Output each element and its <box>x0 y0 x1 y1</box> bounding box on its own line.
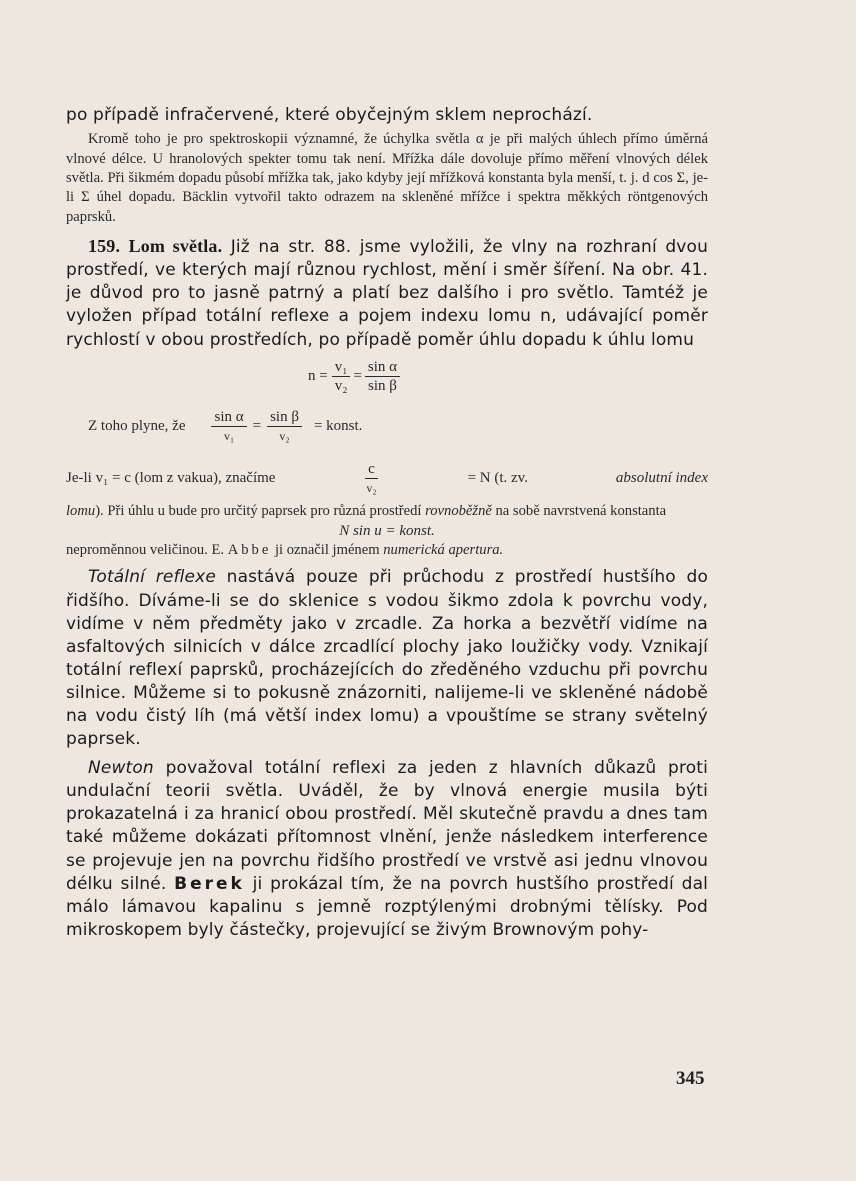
eq3-tail: = N (t. zv. <box>467 469 528 486</box>
eq2-lead: Z toho plyne, že <box>88 417 186 434</box>
eq3-v2: v₂ <box>366 480 377 495</box>
eq3-lead: Je-li v₁ = c (lom z vakua), značíme <box>66 469 276 486</box>
p3-italic-parallel: rovnoběžně <box>425 502 492 519</box>
paragraph-total-reflection <box>66 566 708 751</box>
eq2-fraction-1 <box>211 408 246 445</box>
p3-italic-lomu: lomu <box>66 502 96 519</box>
abbe-term: numerická apertura. <box>383 542 504 558</box>
eq1-equals: = <box>353 367 362 384</box>
eq2-v1: v₁ <box>223 428 235 443</box>
page-number: 345 <box>676 1068 705 1089</box>
paragraph-newton <box>66 757 708 942</box>
abbe-lead: neproměnnou veličinou. E. <box>66 542 225 558</box>
page-content <box>66 104 708 942</box>
eq1-lhs: n = <box>308 367 328 384</box>
paragraph-abbe <box>66 541 708 560</box>
equation-n-sin-u <box>66 523 708 540</box>
section-159 <box>66 235 708 351</box>
equation-absolute-index-line <box>66 460 708 500</box>
p3-text: ). Při úhlu u bude pro určitý paprsek pro různá prostředí <box>95 502 422 519</box>
equation-constant <box>66 406 708 452</box>
eq4-text: N sin u = konst. <box>339 523 435 539</box>
eq1-sin-alpha: sin α <box>365 358 400 377</box>
eq1-sin-beta: sin β <box>368 377 397 394</box>
eq2-equals: = <box>252 417 262 434</box>
eq1-fraction-sine <box>365 358 400 395</box>
paragraph-grating <box>66 130 708 227</box>
paragraph-numerical-aperture <box>66 502 708 521</box>
eq3-tail-italic: absolutní index <box>615 469 708 486</box>
abbe-mid: ji označil jménem <box>275 542 380 558</box>
berek-text: ji prokázal tím, že na povrch hustšího prostředí dal málo lámavou kapalinu s jemně rozptýlenými drobnými tělísky. Pod mikroskopem byly částečky, projevující se živým Brownovým pohy- <box>66 873 709 940</box>
p3-text-end: na sobě navrstvená konstanta <box>495 502 667 519</box>
grating-text: Kromě toho je pro spektroskopii významné, že úchylka světla α je při malých úhlech přímo úměrná vlnové délce. U hranolových spekter tomu tak není. Mřížka dále dovoluje přímo měření vlnových délek světla. Při šikmém dopadu působí mřížka tak, jako kdyby její mřížková konstanta byla menší, t. j. d cos Σ, je-li Σ úhel dopadu. Bäcklin vytvořil takto odrazem na skleněné mřížce i spektra měkkých röntgenových paprsků. <box>66 131 708 225</box>
newton-text: považoval totální reflexi za jeden z hlavních důkazů proti undulační teorii světla. Uváděl, že by vlnová energie musila býti prokazatelná i za hranicí obou prostředí. Měl skutečně pravdu a dnes tam také můžeme dokázati přítomnost vlnění, jenže následkem interference se projevuje jen na povrchu řidšího prostředí ve vrstvě asi jednu vlnovou délku silné. <box>66 758 708 894</box>
berek-name: Berek <box>174 873 245 894</box>
eq2-tail: = konst. <box>313 417 363 434</box>
paragraph-intro <box>66 104 708 127</box>
eq2-fraction-2 <box>267 408 302 445</box>
eq3-c: c <box>365 460 378 479</box>
eq3-fraction <box>363 460 379 497</box>
eq1-numerator: v₁ <box>332 358 351 377</box>
section-title: Lom světla. <box>128 236 223 257</box>
total-reflection-term: Totální reflexe <box>88 567 216 588</box>
total-reflection-text: nastává pouze při průchodu z prostředí hustšího do řidšího. Díváme-li se do sklenice s vodou šikmo zdola k povrchu vody, vidíme v něm předměty jako v zrcadle. Za horka a bezvětří vidíme na asfaltových silnicích v dálce zrcadlící plochy jako loužičky vody. Vznikají totální reflexí paprsků, procházejících do zředěného vzduchu při povrchu silnice. Můžeme si to pokusně znázorniti, nalijeme-li ve skleněné nádobě na vodu čistý líh (má větší index lomu) a vpouštíme se strany světelný paprsek. <box>66 567 709 750</box>
intro-text: po případě infračervené, které obyčejným sklem neprochází. <box>66 105 593 125</box>
eq2-sin-beta: sin β <box>267 408 302 427</box>
eq2-v2: v₂ <box>279 428 290 443</box>
eq1-denominator: v₂ <box>334 377 348 394</box>
eq1-fraction-velocity <box>332 358 351 395</box>
newton-name: Newton <box>88 758 154 779</box>
section-number: 159. <box>88 236 121 257</box>
section-text: Již na str. 88. jsme vyložili, že vlny na rozhraní dvou prostředí, ve kterých mají různou rychlost, mění i směr šíření. Na obr. 41. je důvod pro to jasně patrný a platí bez dalšího i pro světlo. Tamtéž je vyložen případ totální reflexe a pojem indexu lomu n, udávající poměr rychlostí v obou prostředích, po případě poměr úhlu dopadu k úhlu lomu <box>66 237 708 350</box>
equation-refraction-index <box>66 358 708 404</box>
eq2-sin-alpha: sin α <box>211 408 246 427</box>
abbe-name: Abbe <box>227 542 272 558</box>
